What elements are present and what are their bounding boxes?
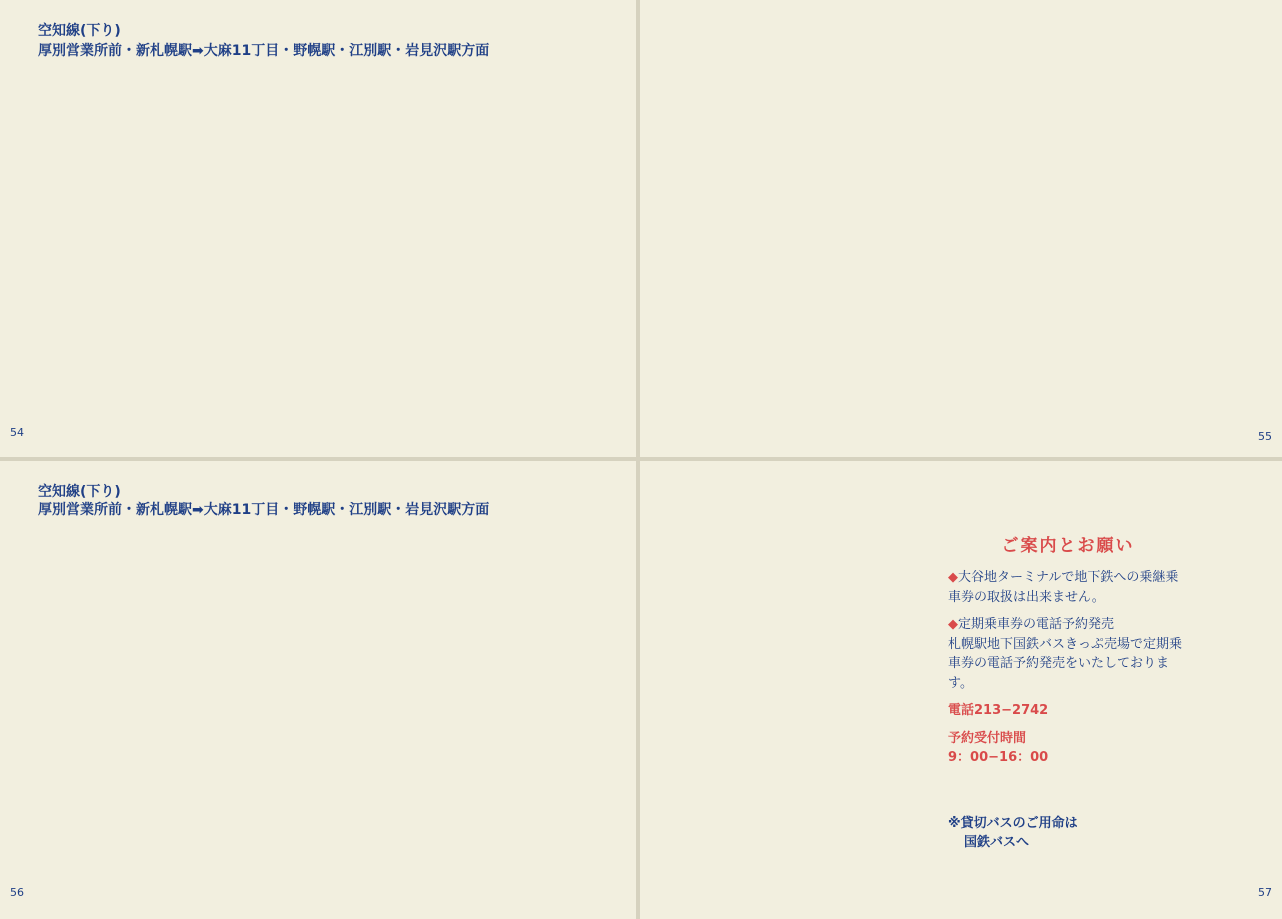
notice-title: ご案内とお願い	[1001, 536, 1135, 556]
diamond-icon: ◆	[948, 617, 958, 632]
notice-item-2: ◆定期乗車券の電話予約発売 札幌駅地下国鉄バスきっぷ売場で定期乗車券の電話予約発売をいたしております。	[948, 617, 1183, 691]
route-title: 厚別営業所前・新札幌駅➡大麻11丁目・野幌駅・江別駅・岩見沢駅方面	[38, 43, 490, 59]
charter-note-1: ※貸切バスのご用命は	[948, 815, 1078, 831]
line-title: 空知線(下り)	[38, 484, 121, 500]
line-title: 空知線(下り)	[38, 23, 121, 39]
page-number: 57	[1258, 886, 1272, 899]
route-title: 厚別営業所前・新札幌駅➡大麻11丁目・野幌駅・江別駅・岩見沢駅方面	[38, 502, 490, 518]
phone-number: 電話213−2742	[948, 703, 1049, 718]
diamond-icon: ◆	[948, 570, 958, 585]
hours-label: 予約受付時間	[948, 730, 1027, 746]
notice-item-1: ◆大谷地ターミナルで地下鉄への乗継乗車券の取扱は出来ません。	[948, 570, 1179, 605]
page-56	[0, 461, 636, 919]
notice-box	[948, 531, 1188, 861]
page-number: 54	[10, 426, 24, 439]
page-separator	[0, 457, 1282, 461]
page-number: 55	[1258, 430, 1272, 443]
page-54	[0, 0, 636, 457]
hours-value: 9：00−16：00	[948, 750, 1049, 765]
page-number: 56	[10, 886, 24, 899]
charter-note-2: 国鉄バスへ	[964, 835, 1030, 850]
page-55	[640, 0, 1282, 457]
